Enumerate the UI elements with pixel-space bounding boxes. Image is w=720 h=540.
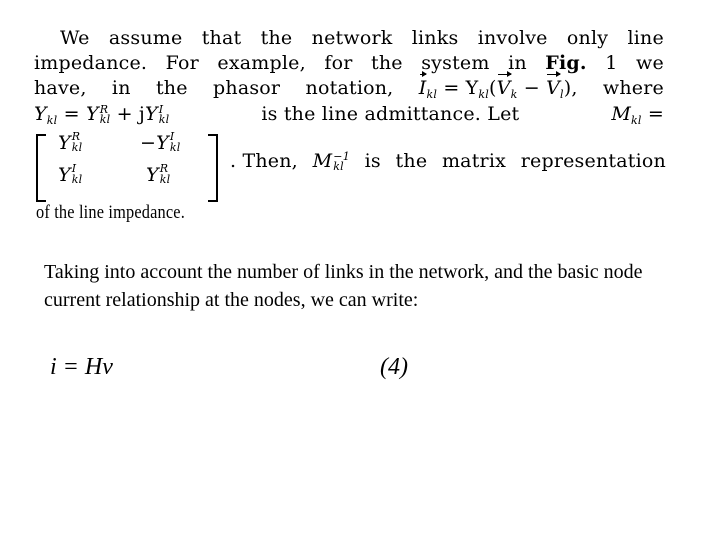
excerpt-line-1 <box>60 26 664 50</box>
word: links <box>411 27 459 49</box>
equals: = <box>63 103 80 125</box>
supsub <box>333 152 350 172</box>
body-paragraph: Taking into account the number of links in the network, and the basic node current relationship at the nodes, we can write: <box>44 261 643 311</box>
matrix-cell-11 <box>58 132 82 154</box>
subscript: kl <box>426 88 438 101</box>
sup: −1 <box>333 150 350 163</box>
excerpt-line-3 <box>34 76 664 103</box>
word: For <box>165 52 199 74</box>
sub: kl <box>158 113 170 126</box>
equals: = <box>647 103 664 125</box>
word: that <box>201 27 242 49</box>
phasor-equation <box>419 76 578 103</box>
excerpt-line-2 <box>34 51 664 75</box>
supsub <box>160 163 171 185</box>
supsub <box>100 105 111 125</box>
matrix-cell-12 <box>140 132 180 154</box>
word: we <box>636 52 664 74</box>
Y-symbol: Y <box>34 103 47 125</box>
minus: − <box>523 77 540 99</box>
M-inverse <box>313 150 350 172</box>
M-symbol: M <box>611 103 632 125</box>
word: We <box>60 27 90 49</box>
word: assume <box>108 27 183 49</box>
word: representation <box>520 150 666 172</box>
matrix-left-bracket <box>36 134 46 202</box>
supsub <box>72 163 83 185</box>
sub: kl <box>71 173 83 186</box>
word: in <box>111 77 131 99</box>
excerpt-line-6: of the line impedance. <box>36 202 185 223</box>
word: the <box>371 52 403 74</box>
word: the <box>395 150 428 172</box>
V-vector-symbol: V <box>496 77 511 99</box>
sup: R <box>99 103 109 116</box>
word: involve <box>477 27 548 49</box>
Y-symbol: Y <box>85 103 99 125</box>
sub: kl <box>333 160 344 173</box>
word: line <box>627 27 664 49</box>
plus-j: + j <box>116 103 146 125</box>
word: example, <box>217 52 306 74</box>
subscript: l <box>559 88 564 101</box>
paren: ( <box>489 77 497 99</box>
sup: I <box>169 130 175 143</box>
M-symbol: M <box>312 150 333 172</box>
word: have, <box>34 77 87 99</box>
cell-text: Y <box>58 132 71 154</box>
sub: kl <box>159 173 171 186</box>
equation-number: (4) <box>380 354 408 380</box>
cell-text: Y <box>58 164 71 186</box>
equation: i = Hv <box>50 354 113 380</box>
cell-text: −Y <box>140 132 169 154</box>
text: is the line admittance. Let <box>261 103 520 125</box>
sup: R <box>159 162 169 175</box>
word: for <box>324 52 353 74</box>
word: matrix <box>441 150 507 172</box>
sup: R <box>71 130 81 143</box>
M-def <box>611 102 664 129</box>
word: where <box>602 77 664 99</box>
subscript: kl <box>46 114 58 127</box>
word: system <box>421 52 490 74</box>
I-vector-symbol: I <box>418 77 427 99</box>
word: the <box>155 77 188 99</box>
word: network <box>311 27 393 49</box>
word: Fig. <box>545 52 587 74</box>
sup: I <box>158 103 164 116</box>
sub: kl <box>169 141 181 154</box>
Y-symbol: Y <box>145 103 158 125</box>
sub: kl <box>71 141 83 154</box>
matrix-line <box>34 130 674 202</box>
cell-text: Y <box>146 164 159 186</box>
excerpt-line-5 <box>230 150 666 172</box>
supsub <box>170 131 181 153</box>
V-vector-symbol: V <box>546 77 560 99</box>
subscript: kl <box>478 88 490 101</box>
word: phasor <box>213 77 281 99</box>
admittance-definition <box>34 102 169 129</box>
supsub <box>159 105 170 125</box>
word: . Then, <box>230 150 298 172</box>
word: impedance. <box>34 52 148 74</box>
matrix-cell-21 <box>58 164 82 186</box>
word: in <box>508 52 527 74</box>
supsub <box>72 131 83 153</box>
excerpt-line-4 <box>34 102 664 129</box>
sub: kl <box>99 113 111 126</box>
word: 1 <box>605 52 618 74</box>
word: only <box>566 27 609 49</box>
word: notation, <box>305 77 394 99</box>
matrix-cell-22 <box>146 164 170 186</box>
subscript: kl <box>631 114 642 127</box>
word: the <box>260 27 293 49</box>
paren-close: ), <box>563 77 578 99</box>
sup: I <box>71 162 77 175</box>
scanned-excerpt <box>34 22 674 223</box>
matrix-right-bracket <box>208 134 218 202</box>
word: is <box>364 150 381 172</box>
subscript: k <box>510 88 518 101</box>
equals-Y: = Y <box>443 77 479 99</box>
